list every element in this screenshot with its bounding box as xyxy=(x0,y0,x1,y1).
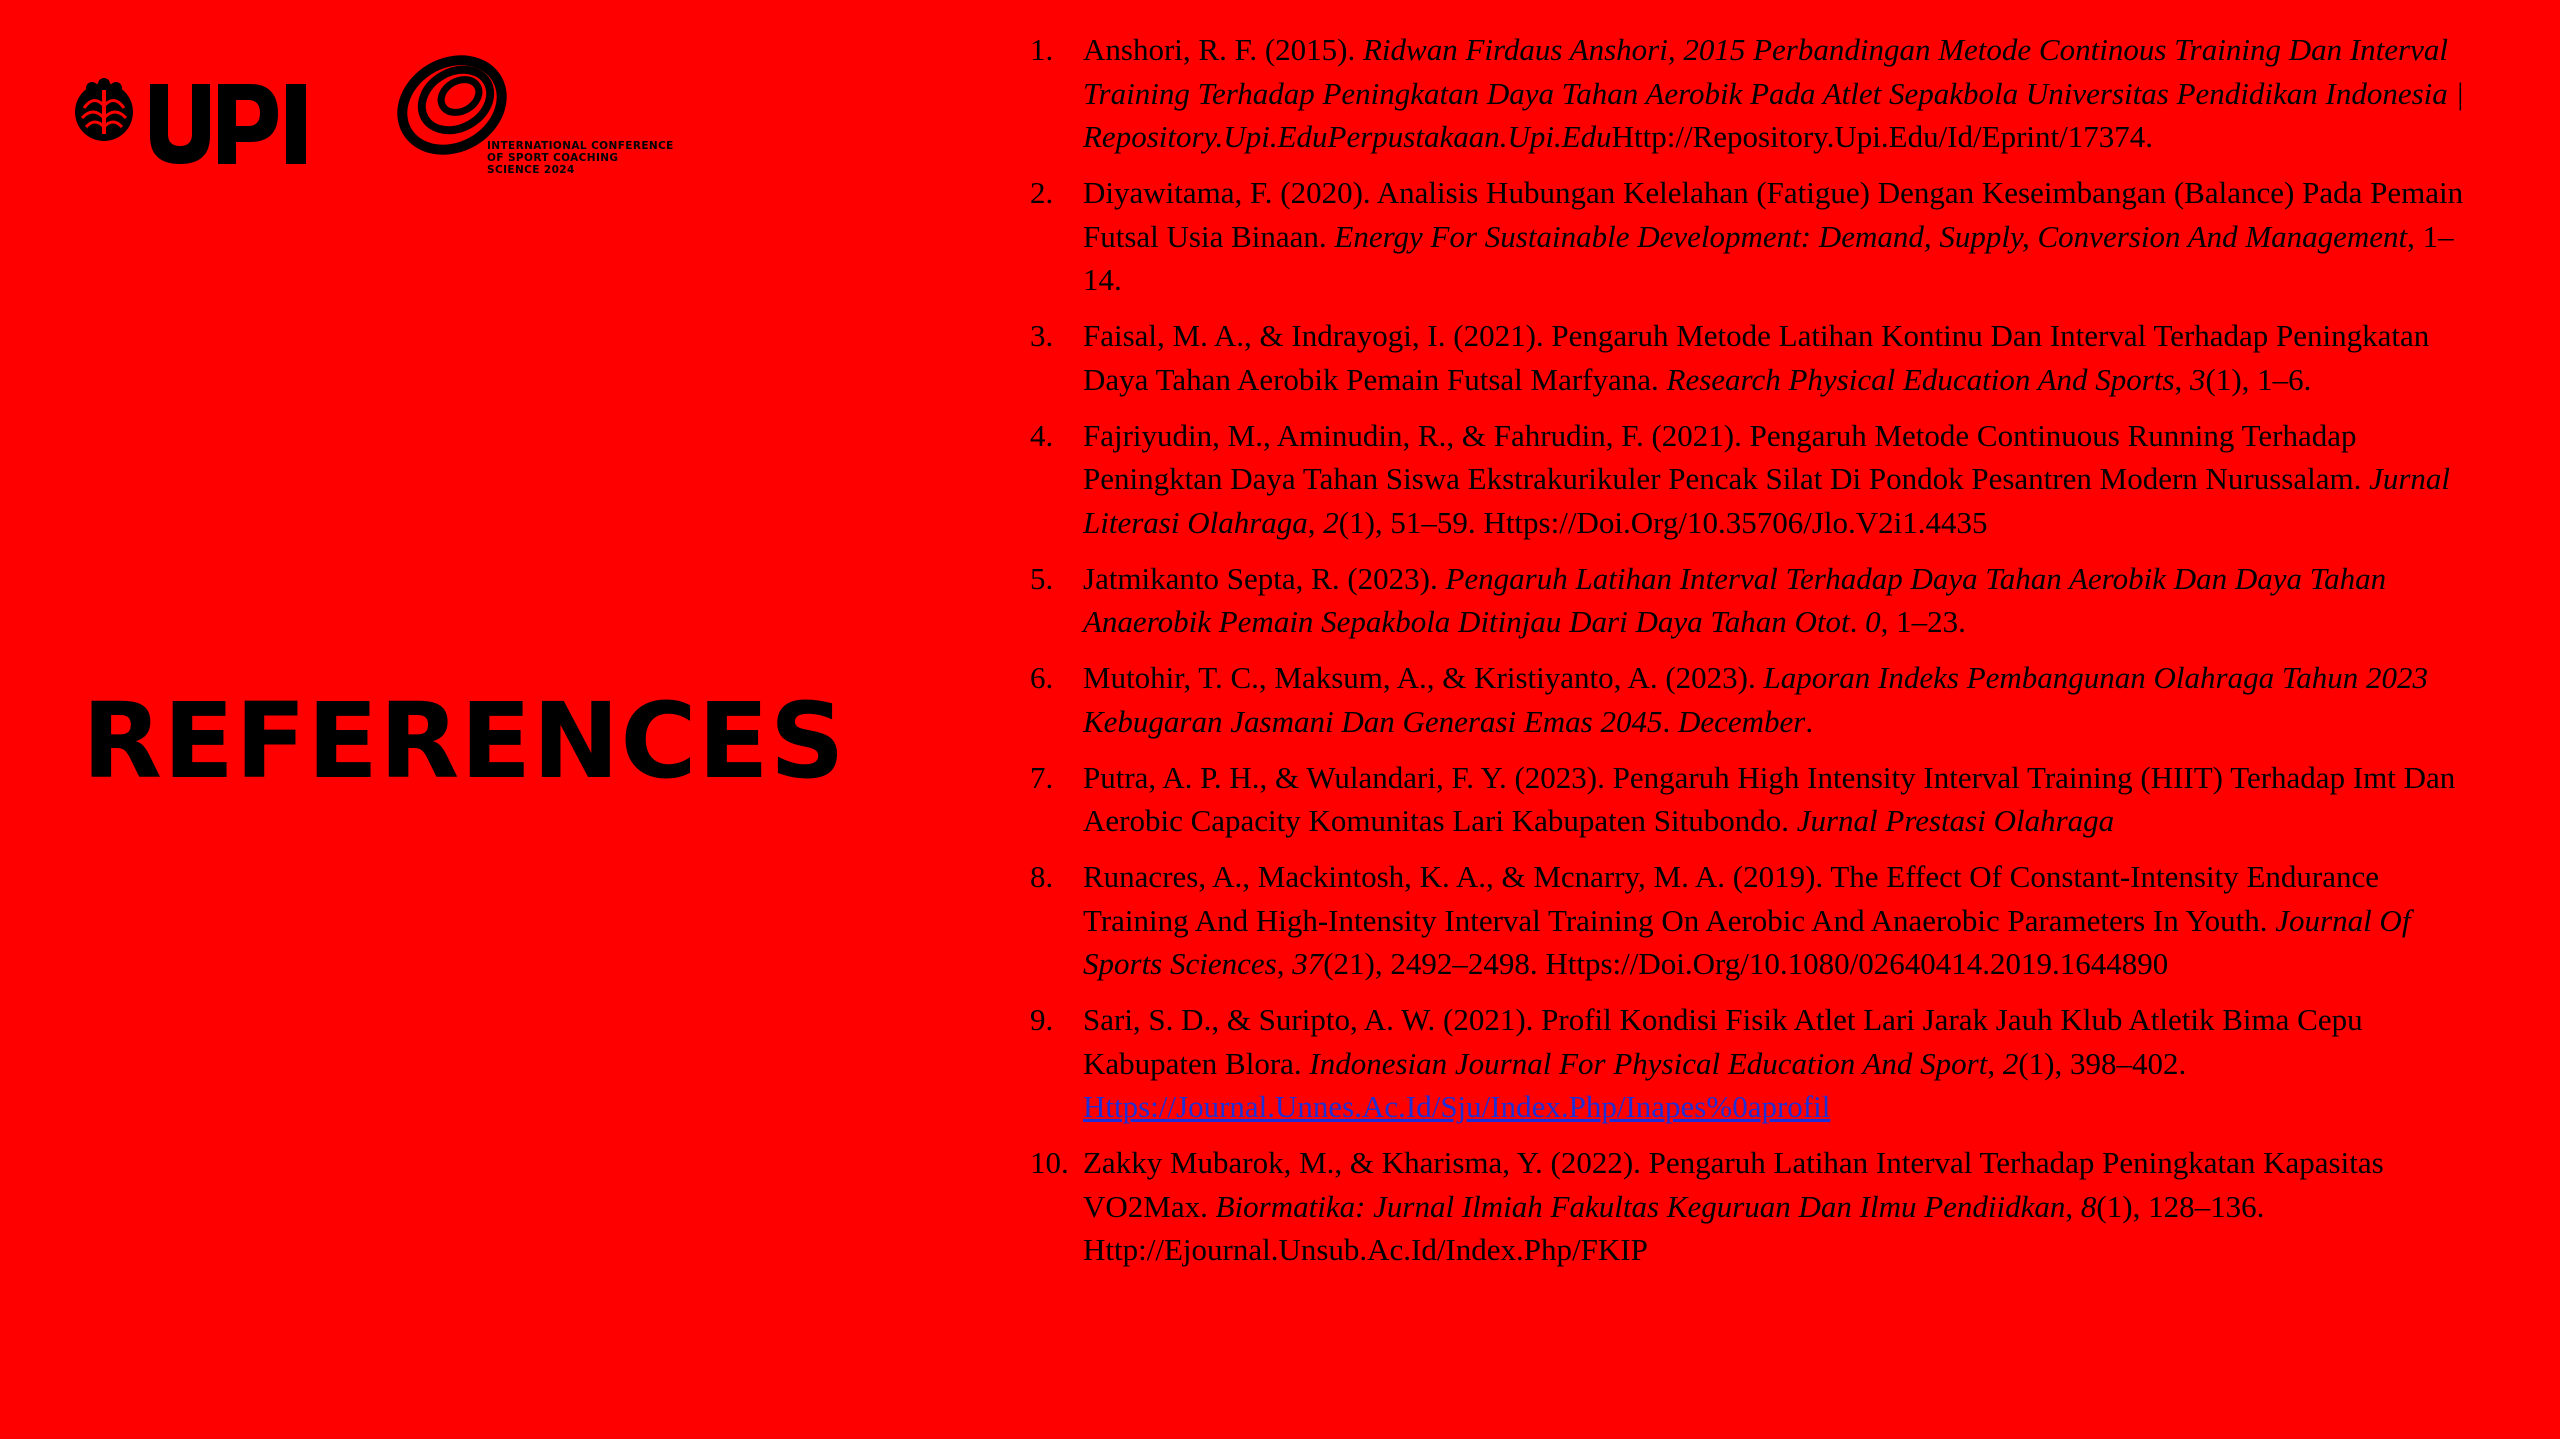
reference-italic-segment: Jurnal Literasi Olahraga xyxy=(1083,461,2451,540)
reference-segment: Runacres, A., Mackintosh, K. A., & Mcnarry, M. A. (2019). The Effect Of Constant-Intensity Endurance Training And High-Intensity Interval Training On Aerobic And Anaerobic Parameters In Youth. xyxy=(1083,859,2379,938)
reference-segment: Jatmikanto Septa, R. (2023). xyxy=(1083,560,1446,596)
references-list xyxy=(1030,28,2490,1284)
reference-italic-segment: 37 xyxy=(1292,946,1324,981)
reference-segment: . xyxy=(1849,604,1866,639)
reference-italic-segment: 0 xyxy=(1865,604,1881,639)
reference-segment: , 1–23. xyxy=(1880,604,1966,639)
reference-italic-segment: 2 xyxy=(1323,504,1339,540)
reference-item xyxy=(1030,414,2490,545)
reference-number: 9. xyxy=(1030,1002,1054,1037)
reference-item xyxy=(1030,28,2490,159)
reference-italic-segment: Pengaruh Latihan Interval Terhadap Daya Tahan Aerobik Dan Daya Tahan Anaerobik Pemain Sepakbola Ditinjau Dari Daya Tahan Otot xyxy=(1083,560,2387,639)
reference-italic-segment: Journal Of Sports Sciences xyxy=(1083,902,2411,981)
reference-segment: (1), 128–136. Http://Ejournal.Unsub.Ac.Id/Index.Php/FKIP xyxy=(1083,1188,2265,1267)
reference-item xyxy=(1030,656,2490,743)
reference-number: 5. xyxy=(1030,560,1054,596)
reference-item xyxy=(1030,314,2490,401)
reference-text xyxy=(1083,660,2428,739)
reference-segment: , xyxy=(1987,1045,2003,1081)
reference-text xyxy=(1083,32,2464,154)
reference-italic-segment: Energy For Sustainable Development: Demand, Supply, Conversion And Management xyxy=(1334,218,2408,254)
reference-text xyxy=(1083,859,2410,981)
reference-italic-segment: 8 xyxy=(2080,1188,2097,1224)
conference-logo-line2: OF SPORT COACHING xyxy=(487,152,619,164)
reference-segment: , 1–14. xyxy=(1083,218,2454,297)
reference-link[interactable]: Https://Journal.Unnes.Ac.Id/Sju/Index.Php/Inapes%0aprofil xyxy=(1083,1089,1831,1124)
reference-item xyxy=(1030,557,2490,644)
reference-segment: Putra, A. P. H., & Wulandari, F. Y. (2023). Pengaruh High Intensity Interval Training (HIIT) Terhadap Imt Dan Aerobic Capacity Komunitas Lari Kabupaten Situbondo. xyxy=(1083,759,2456,838)
reference-segment: , xyxy=(2174,361,2191,397)
reference-number: 7. xyxy=(1030,759,1054,795)
reference-number: 10. xyxy=(1030,1145,1069,1180)
reference-italic-segment: 2 xyxy=(2002,1045,2019,1081)
upi-emblem-icon xyxy=(72,72,312,172)
reference-italic-segment: Biormatika: Jurnal Ilmiah Fakultas Keguruan Dan Ilmu Pendiidkan xyxy=(1215,1188,2066,1224)
reference-text xyxy=(1083,760,2455,839)
reference-text xyxy=(1083,175,2463,297)
reference-segment: . xyxy=(1662,703,1678,739)
reference-segment: Http://Repository.Upi.Edu/Id/Eprint/17374. xyxy=(1611,119,2153,154)
reference-number: 8. xyxy=(1030,859,1054,894)
reference-segment: (1), 51–59. Https://Doi.Org/10.35706/Jlo.V2i1.4435 xyxy=(1338,504,1988,540)
reference-italic-segment: Laporan Indeks Pembangunan Olahraga Tahun 2023 Kebugaran Jasmani Dan Generasi Emas 2045 xyxy=(1083,660,2428,739)
reference-segment: Diyawitama, F. (2020). Analisis Hubungan Kelelahan (Fatigue) Dengan Keseimbangan (Balance) Pada Pemain Futsal Usia Binaan. xyxy=(1083,175,2464,254)
reference-segment: (1), 398–402. xyxy=(2018,1045,2187,1081)
reference-segment: Faisal, M. A., & Indrayogi, I. (2021). Pengaruh Metode Latihan Kontinu Dan Interval Terhadap Peningkatan Daya Tahan Aerobik Pemain Futsal Marfyana. xyxy=(1083,318,2430,397)
reference-segment: (1), 1–6. xyxy=(2205,361,2312,397)
reference-text xyxy=(1083,1002,2363,1124)
reference-italic-segment: Research Physical Education And Sports xyxy=(1666,361,2175,397)
reference-number: 1. xyxy=(1030,32,1054,67)
reference-item xyxy=(1030,998,2490,1129)
page-title: REFERENCES xyxy=(82,680,846,802)
reference-segment: Sari, S. D., & Suripto, A. W. (2021). Profil Kondisi Fisik Atlet Lari Jarak Jauh Klub Atletik Bima Cepu Kabupaten Blora. xyxy=(1083,1002,2363,1081)
reference-number: 2. xyxy=(1030,175,1054,210)
reference-number: 6. xyxy=(1030,660,1054,695)
reference-segment: Mutohir, T. C., Maksum, A., & Kristiyanto, A. (2023). xyxy=(1083,660,1764,695)
reference-segment: , xyxy=(1307,504,1324,540)
reference-text xyxy=(1083,561,2386,640)
reference-item xyxy=(1030,171,2490,302)
reference-item xyxy=(1030,1141,2490,1272)
reference-italic-segment: 3 xyxy=(2190,361,2206,397)
conference-logo xyxy=(392,50,702,190)
reference-italic-segment: Ridwan Firdaus Anshori, 2015 Perbandingan Metode Continous Training Dan Interval Training Terhadap Peningkatan Daya Tahan Aerobik Pada Atlet Sepakbola Universitas Pendidikan Indonesia | Repository.Upi.EduPerpustakaan.Upi.Edu xyxy=(1083,32,2465,154)
reference-segment: Fajriyudin, M., Aminudin, R., & Fahrudin, F. (2021). Pengaruh Metode Continuous Running Terhadap Peningktan Daya Tahan Siswa Ekstrakurikuler Pencak Silat Di Pondok Pesantren Modern Nurussalam. xyxy=(1083,417,2370,496)
reference-segment: , xyxy=(1276,946,1293,981)
reference-segment: Anshori, R. F. (2015). xyxy=(1083,32,1363,67)
reference-text xyxy=(1083,1145,2384,1267)
reference-segment: , xyxy=(2065,1188,2081,1224)
conference-logo-line1: INTERNATIONAL CONFERENCE xyxy=(487,140,674,152)
reference-text xyxy=(1083,418,2450,540)
upi-logo xyxy=(72,72,312,172)
reference-number: 4. xyxy=(1030,417,1054,453)
reference-segment: Zakky Mubarok, M., & Kharisma, Y. (2022). Pengaruh Latihan Interval Terhadap Peningkatan Kapasitas VO2Max. xyxy=(1083,1145,2384,1224)
reference-segment: (21), 2492–2498. Https://Doi.Org/10.1080/02640414.2019.1644890 xyxy=(1323,946,2169,981)
conference-logo-text xyxy=(487,140,674,176)
reference-number: 3. xyxy=(1030,318,1054,353)
reference-item xyxy=(1030,855,2490,986)
reference-text xyxy=(1083,318,2429,397)
reference-italic-segment: Jurnal Prestasi Olahraga xyxy=(1796,803,2115,838)
reference-segment: . xyxy=(1805,703,1814,739)
reference-italic-segment: December xyxy=(1678,703,1806,739)
reference-italic-segment: Indonesian Journal For Physical Education And Sport xyxy=(1309,1045,1988,1081)
conference-logo-line3: SCIENCE 2024 xyxy=(487,164,575,176)
reference-item xyxy=(1030,756,2490,843)
